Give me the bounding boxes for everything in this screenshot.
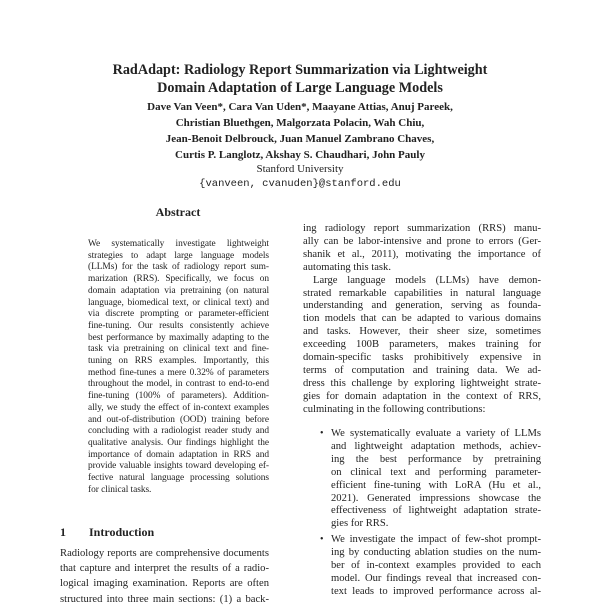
text-line: strated remarkable capabilities in natural language (303, 287, 541, 299)
text-line: culminating in the following contributions: (303, 403, 486, 415)
text-line: fective natural language processing solutions (88, 473, 269, 484)
text-line: ing radiology report summarization (RRS) manu- (303, 223, 541, 234)
text-line: domain adaptation via pretraining (on natural (88, 285, 269, 296)
text-line: fine-tuning (100% of parameters). Addition- (88, 391, 269, 402)
affiliation: Stanford University (256, 163, 344, 175)
text-line: understanding and generation, serving as founda- (303, 300, 541, 312)
abstract-body (88, 239, 269, 496)
text-line: method fine-tunes a mere 0.32% of parameters (88, 367, 269, 378)
text-line: task via pretraining on clinical text and fine- (88, 344, 269, 355)
text-line: qualitative analysis. Our findings highlight the (88, 437, 269, 448)
text-line: (LLMs) for the task of radiology report sum- (88, 262, 269, 273)
text-line: fine-tuning. Our results consistently achieve (88, 320, 269, 331)
text-line: language, biomedical text, or clinical text) and (88, 297, 269, 308)
text-line: concluding with a radiologist reader study and (88, 426, 269, 437)
text-line: throughout the model, in contrast to end-to-end (88, 379, 269, 390)
author-line: Christian Bluethgen, Malgorzata Polacin, Wah Chiu, (175, 117, 425, 129)
text-line: that capture and interpret the results of a radio- (60, 563, 269, 575)
text-line: structured into three main sections: (1) a back- (60, 593, 269, 605)
text-line: domain-specific tasks prohibitively expensive in (303, 352, 541, 364)
section-number: 1 (60, 525, 66, 539)
paper-title-line-1: RadAdapt: Radiology Report Summarization via Lightweight (112, 62, 488, 78)
paper-title-line-2: Domain Adaptation of Large Language Models (157, 80, 443, 96)
text-line: and tasks. However, their sheer size, sometimes (303, 326, 541, 338)
intro-left-column (60, 546, 269, 607)
contribution-bullet-2 (331, 534, 541, 599)
text-line: We investigate the impact of few-shot prompt- (331, 534, 541, 545)
intro-right-column (303, 223, 541, 417)
contribution-bullet-1 (331, 428, 541, 531)
text-line: model. Our findings reveal that increased con- (331, 572, 541, 584)
author-line: Jean-Benoit Delbrouck, Juan Manuel Zambrano Chaves, (165, 133, 435, 145)
text-line: We systematically investigate lightweight (88, 239, 269, 249)
text-line: 2021). Generated impressions showcase the (331, 492, 541, 504)
text-line: ally, we study the effect of in-context examples (88, 402, 269, 413)
text-line: effectiveness of lightweight adaptation strate- (331, 505, 541, 517)
email: {vanveen, cvanuden}@stanford.edu (199, 178, 401, 190)
text-line: tion models that can be adapted to various domains (303, 313, 541, 325)
text-line: and lightweight adaptation methods, achiev- (331, 440, 541, 452)
text-line: Radiology reports are comprehensive documents (60, 548, 269, 559)
text-line: dress this challenge by exploring lightweight strate- (303, 377, 541, 389)
text-line: provide valuable insights toward developing ef- (88, 461, 269, 472)
text-line: marization (RRS). Specifically, we focus on (88, 274, 269, 285)
author-line: Dave Van Veen*, Cara Van Uden*, Maayane Attias, Anuj Pareek, (147, 101, 453, 113)
text-line: ing the best performance by pretraining (331, 453, 541, 465)
text-line: text leads to improved performance across al- (331, 585, 541, 597)
text-line: gies for domain adaptation in the context of RRS, (303, 390, 541, 402)
text-line: ing by conducting ablation studies on the num- (331, 546, 541, 558)
text-line: via discrete prompting or parameter-efficient (88, 309, 269, 320)
text-line: exceeding 100B parameters, makes training for (303, 339, 541, 351)
text-line: on clinical text and performing parameter- (331, 466, 541, 478)
text-line: tuning on RRS examples. Importantly, this (88, 356, 269, 367)
text-line: and out-of-distribution (OOD) training before (88, 414, 269, 425)
section-heading: Introduction (89, 525, 155, 539)
abstract-heading: Abstract (155, 205, 201, 219)
text-line: gies for RRS. (331, 518, 389, 530)
author-line: Curtis P. Langlotz, Akshay S. Chaudhari, John Pauly (175, 149, 425, 161)
text-line: importance of domain adaptation in RRS and (88, 449, 269, 460)
text-line: for clinical tasks. (88, 484, 152, 495)
text-line: best performance by maximally adapting to the (88, 332, 269, 343)
text-line: strategies to adapt large language models (88, 250, 269, 261)
text-line: efficient fine-tuning with LoRA (Hu et al., (331, 479, 541, 491)
text-line: Large language models (LLMs) have demon- (313, 274, 541, 286)
bullet-marker: • (320, 534, 324, 545)
bullet-marker: • (320, 428, 324, 439)
text-line: ber of in-context examples provided to each (331, 559, 541, 571)
text-line: We systematically evaluate a variety of LLMs (331, 428, 541, 439)
text-line: logical imaging examination. Reports are often (60, 578, 269, 590)
text-line: automating this task. (303, 261, 391, 273)
text-line: shanik et al., 2011), motivating the importance of (303, 248, 541, 260)
text-line: terms of computation and training data. We ad- (303, 364, 541, 376)
text-line: ally can be labor-intensive and prone to errors (Ger- (303, 235, 541, 247)
